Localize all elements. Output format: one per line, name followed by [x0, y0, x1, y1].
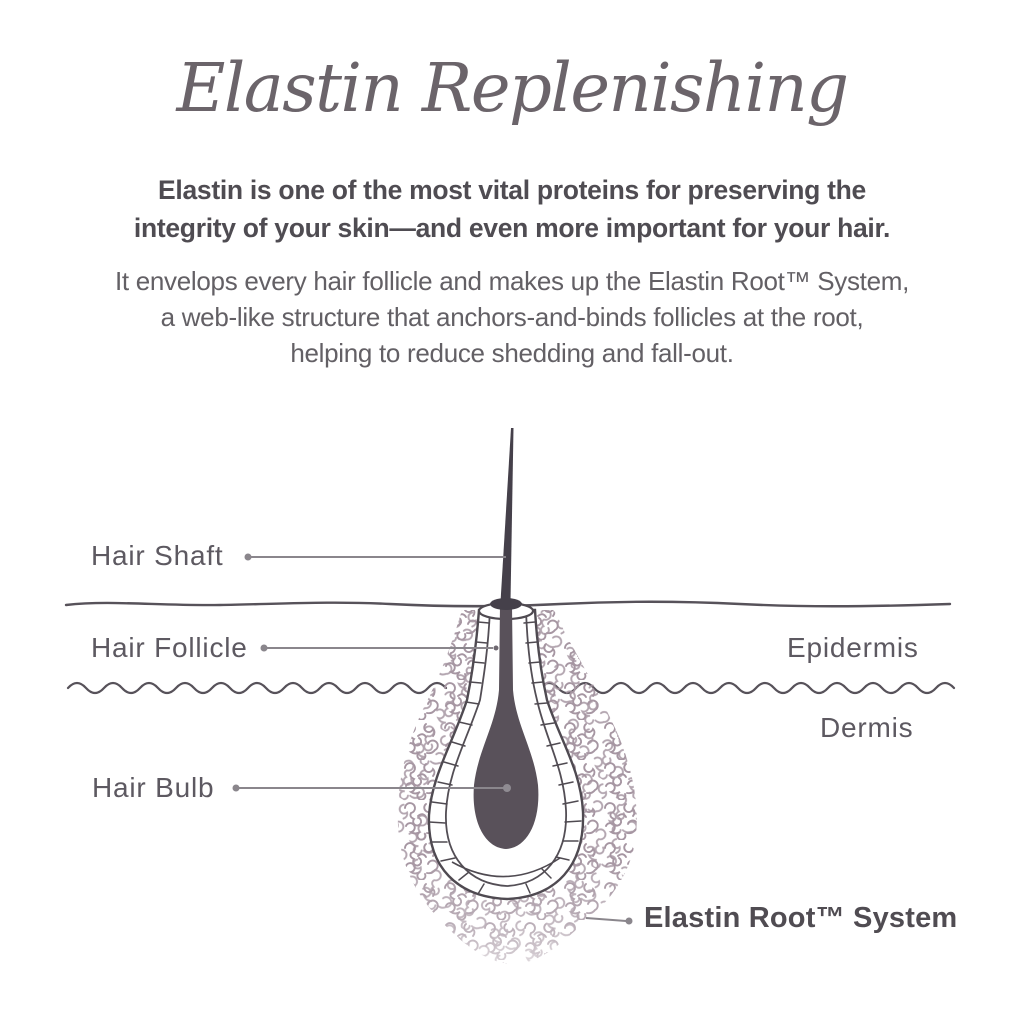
- dermis-label: Dermis: [820, 712, 914, 743]
- hair-shaft-label: Hair Shaft: [91, 540, 224, 571]
- hair-follicle-label: Hair Follicle: [91, 632, 248, 663]
- hair-bulb-label: Hair Bulb: [92, 772, 215, 803]
- intro-bold-line-1: Elastin is one of the most vital proteins for preserving the: [158, 175, 866, 205]
- page-title: Elastin Replenishing: [176, 49, 848, 127]
- intro-body-paragraph: [0, 263, 1024, 371]
- intro-body-line-3: helping to reduce shedding and fall-out.: [290, 338, 734, 368]
- hair-shaft-shape: [501, 428, 514, 602]
- intro-body-line-1: It envelops every hair follicle and makes up the Elastin Root™ System,: [114, 266, 910, 296]
- intro-body-line-2: a web-like structure that anchors-and-binds follicles at the root,: [160, 302, 864, 332]
- intro-bold-line-2: integrity of your skin—and even more important for your hair.: [133, 213, 891, 243]
- elastin-root-system-label: Elastin Root™ System: [644, 902, 958, 934]
- intro-bold-paragraph: [0, 171, 1024, 247]
- epidermis-label: Epidermis: [787, 632, 919, 663]
